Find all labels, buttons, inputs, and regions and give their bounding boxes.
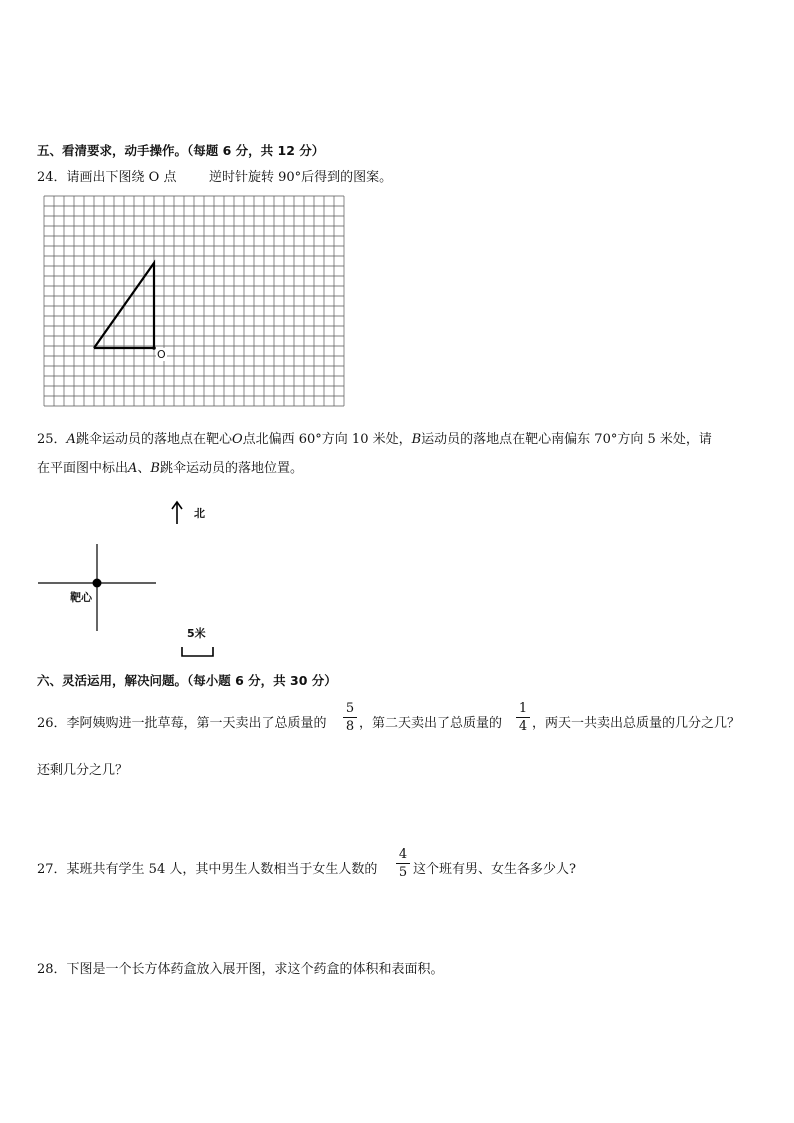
- q26-text-3: ，两天一共卖出总质量的几分之几？: [532, 716, 741, 731]
- q25-line-2: [37, 457, 303, 476]
- q27-text-1: 27．某班共有学生 54 人，其中男生人数相当于女生人数的: [37, 862, 378, 877]
- q25-text-2: 点北偏西 60°方向 10 米处，: [242, 432, 412, 447]
- q26-fraction-1: [343, 702, 357, 733]
- scale-label: 5米: [187, 627, 206, 640]
- q28-text: 28．下图是一个长方体药盒放入展开图，求这个药盒的体积和表面积。: [37, 962, 444, 977]
- q25-label-b: B: [411, 432, 422, 447]
- q25-prefix: 25．: [37, 432, 67, 447]
- q25-line2-b: 、: [137, 461, 151, 476]
- q26-frac2-denominator: 4: [518, 719, 528, 734]
- q26-line-2: 还剩几分之几？: [37, 763, 129, 778]
- q26-text-1: 26．李阿姨购进一批草莓，第一天卖出了总质量的: [37, 716, 327, 731]
- q25-text-3: 运动员的落地点在靶心南偏东 70°方向 5 米处，请: [421, 432, 712, 447]
- q24-text-b: 逆时针旋转 90°后得到的图案。: [209, 170, 393, 185]
- q25-line2-a: 在平面图中标出: [37, 461, 129, 476]
- q27-frac-denominator: 5: [398, 865, 408, 880]
- bullseye-center-point: [93, 579, 102, 588]
- q26-fraction-2: [516, 702, 530, 733]
- q25-line2-label-a: A: [128, 461, 138, 476]
- north-label: 北: [194, 507, 205, 520]
- q26-text-2: ，第二天卖出了总质量的: [359, 716, 503, 731]
- point-o-label: O: [157, 348, 166, 361]
- q25-label-a: A: [66, 432, 76, 447]
- q26-frac1-numerator: 5: [345, 701, 355, 716]
- q24-grid-figure: [44, 196, 346, 408]
- q25-label-o: O: [231, 432, 243, 447]
- section-6-heading: 六、灵活运用，解决问题。（每小题 6 分，共 30 分）: [37, 673, 337, 688]
- north-arrow-icon: [172, 502, 182, 524]
- q26-frac1-denominator: 8: [345, 719, 355, 734]
- q25-text-1: 跳伞运动员的落地点在靶心: [75, 432, 232, 447]
- q24-text-a: 24．请画出下图绕 O 点: [37, 170, 177, 185]
- q27-fraction: [396, 848, 410, 879]
- grid-lines: [44, 196, 344, 406]
- q25-line2-c: 跳伞运动员的落地位置。: [159, 461, 303, 476]
- scale-bar: [182, 647, 213, 656]
- q25-line-1: [37, 428, 712, 447]
- bullseye-label: 靶心: [70, 591, 92, 604]
- section-5-heading: 五、看清要求，动手操作。（每题 6 分，共 12 分）: [37, 143, 325, 158]
- q27-frac-numerator: 4: [398, 847, 408, 862]
- q27-text-2: 这个班有男、女生各多少人?: [413, 862, 576, 877]
- q26-frac2-numerator: 1: [518, 701, 528, 716]
- q25-line2-label-b: B: [150, 461, 160, 476]
- q25-plane-figure: [30, 495, 270, 665]
